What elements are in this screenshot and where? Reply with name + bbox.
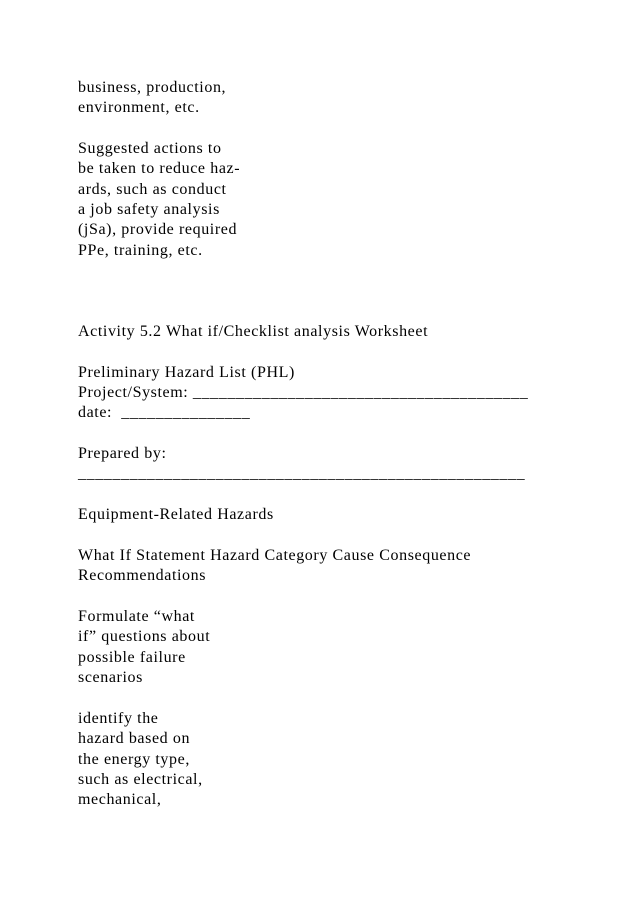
text-line: environment, etc. (78, 99, 200, 116)
text-line: PPe, training, etc. (78, 242, 203, 259)
text-line: a job safety analysis (78, 201, 220, 218)
phl-heading: Preliminary Hazard List (PHL) (78, 364, 295, 381)
prepared-by-label: Prepared by: (78, 445, 167, 462)
column-headers: What If Statement Hazard Category Cause Consequence (78, 547, 472, 564)
column-headers-continued: Recommendations (78, 567, 207, 584)
text-line: business, production, (78, 79, 227, 96)
text-line: the energy type, (78, 751, 190, 768)
text-line: scenarios (78, 669, 143, 686)
prepared-by-line: ____________________________________________________ (78, 465, 526, 482)
date-field: date: _______________ (78, 404, 251, 421)
text-line: possible failure (78, 649, 186, 666)
text-line: Formulate “what (78, 608, 195, 625)
text-line: ards, such as conduct (78, 181, 227, 198)
worksheet-title: Activity 5.2 What if/Checklist analysis Worksheet (78, 323, 429, 340)
text-line: mechanical, (78, 791, 162, 808)
text-line: hazard based on (78, 730, 191, 747)
section-heading: Equipment-Related Hazards (78, 506, 274, 523)
text-line: Suggested actions to (78, 140, 222, 157)
text-line: identify the (78, 710, 159, 727)
text-line: such as electrical, (78, 771, 203, 788)
text-line: (jSa), provide required (78, 221, 238, 238)
text-line: be taken to reduce haz- (78, 160, 241, 177)
project-system-field: Project/System: _______________________________________ (78, 384, 529, 401)
text-line: if” questions about (78, 628, 211, 645)
